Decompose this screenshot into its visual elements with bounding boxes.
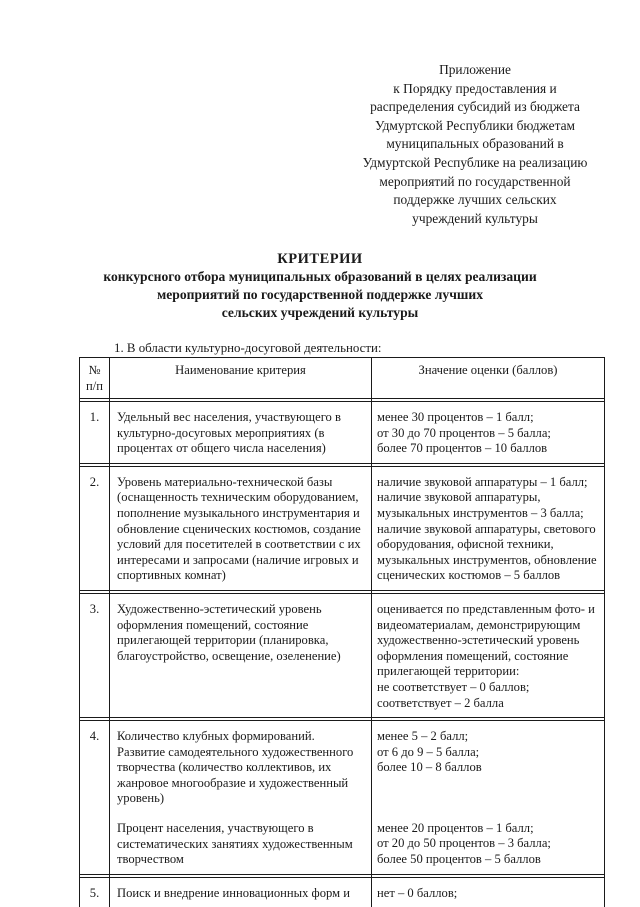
appendix-line: мероприятий по государственной — [379, 173, 571, 189]
criterion-name: Количество клубных формирований. Развитие самодеятельного художественного творчества (количество коллективов, их жанровое многообразие и художественный уровень) Процент населения, участвующего в систематических занятиях художественным творчеством — [110, 721, 372, 875]
appendix-line: распределения субсидий из бюджета — [370, 99, 580, 115]
score-value: наличие звуковой аппаратуры – 1 балл; наличие звуковой аппаратуры, музыкальных инструментов – 3 балла; наличие звуковой аппаратуры, светового оборудования, офисной техники, музыкальных инструментов, обновление сценических костюмов – 5 баллов — [372, 466, 605, 590]
table-row — [80, 721, 605, 875]
section-title: 1. В области культурно-досуговой деятельности: — [114, 341, 382, 355]
criterion-name: Уровень материально-технической базы (оснащенность техническим оборудованием, пополнение музыкального инструментария и обновление сценических костюмов, создание условий для посетителей в соответствии с их интересами и запросами (наличие игровых и спортивных комнат) — [110, 466, 372, 590]
table-header-row — [80, 358, 605, 399]
appendix-line: муниципальных образований в — [386, 136, 564, 152]
document-subtitle-line: конкурсного отбора муниципальных образований в целях реализации — [103, 269, 537, 284]
table-row — [80, 593, 605, 717]
appendix-header — [350, 61, 600, 228]
criterion-name: Художественно-эстетический уровень оформления помещений, состояние прилегающей территории (планировка, благоустройство, освещение, озеленение) — [110, 593, 372, 717]
document-title: КРИТЕРИИ — [277, 251, 363, 267]
row-number: 1. — [80, 402, 110, 464]
document-subtitle-line: мероприятий по государственной поддержке лучших — [157, 287, 483, 303]
appendix-line: Приложение — [439, 62, 511, 77]
table-row — [80, 877, 605, 907]
appendix-line: Удмуртской Республике на реализацию — [362, 154, 588, 170]
criteria-table — [79, 357, 605, 907]
row-number: 3. — [80, 593, 110, 717]
criterion-name: Удельный вес населения, участвующего в культурно-досуговых мероприятиях (в процентах от общего числа населения) — [110, 402, 372, 464]
header-criterion-name: Наименование критерия — [110, 358, 372, 399]
table-row — [80, 402, 605, 464]
appendix-line: поддержке лучших сельских — [393, 192, 557, 208]
score-value: менее 5 – 2 балл; от 6 до 9 – 5 балла; более 10 – 8 баллов менее 20 процентов – 1 балл; от 20 до 50 процентов – 3 балла; более 50 процентов – 5 баллов — [372, 721, 605, 875]
table-row — [80, 466, 605, 590]
appendix-line: учреждений культуры — [412, 210, 538, 226]
row-number: 4. — [80, 721, 110, 875]
score-value: оценивается по представленным фото- и видеоматериалам, демонстрирующим художественно-эстетический уровень оформления помещений, состояние прилегающей территории: не соответствует – 0 баллов; соответствует – 2 балла — [372, 593, 605, 717]
document-heading — [0, 250, 640, 323]
header-score-value: Значение оценки (баллов) — [372, 358, 605, 399]
appendix-line: к Порядку предоставления и — [393, 80, 557, 96]
appendix-line: Удмуртской Республики бюджетам — [374, 117, 576, 133]
header-number: № п/п — [80, 358, 110, 399]
document-subtitle-line: сельских учреждений культуры — [221, 305, 419, 321]
score-value: менее 30 процентов – 1 балл; от 30 до 70 процентов – 5 балла; более 70 процентов – 10 баллов — [372, 402, 605, 464]
row-number: 5. — [80, 877, 110, 907]
row-number: 2. — [80, 466, 110, 590]
score-value: нет – 0 баллов; — [372, 877, 605, 907]
criterion-name: Поиск и внедрение инновационных форм и — [110, 877, 372, 907]
